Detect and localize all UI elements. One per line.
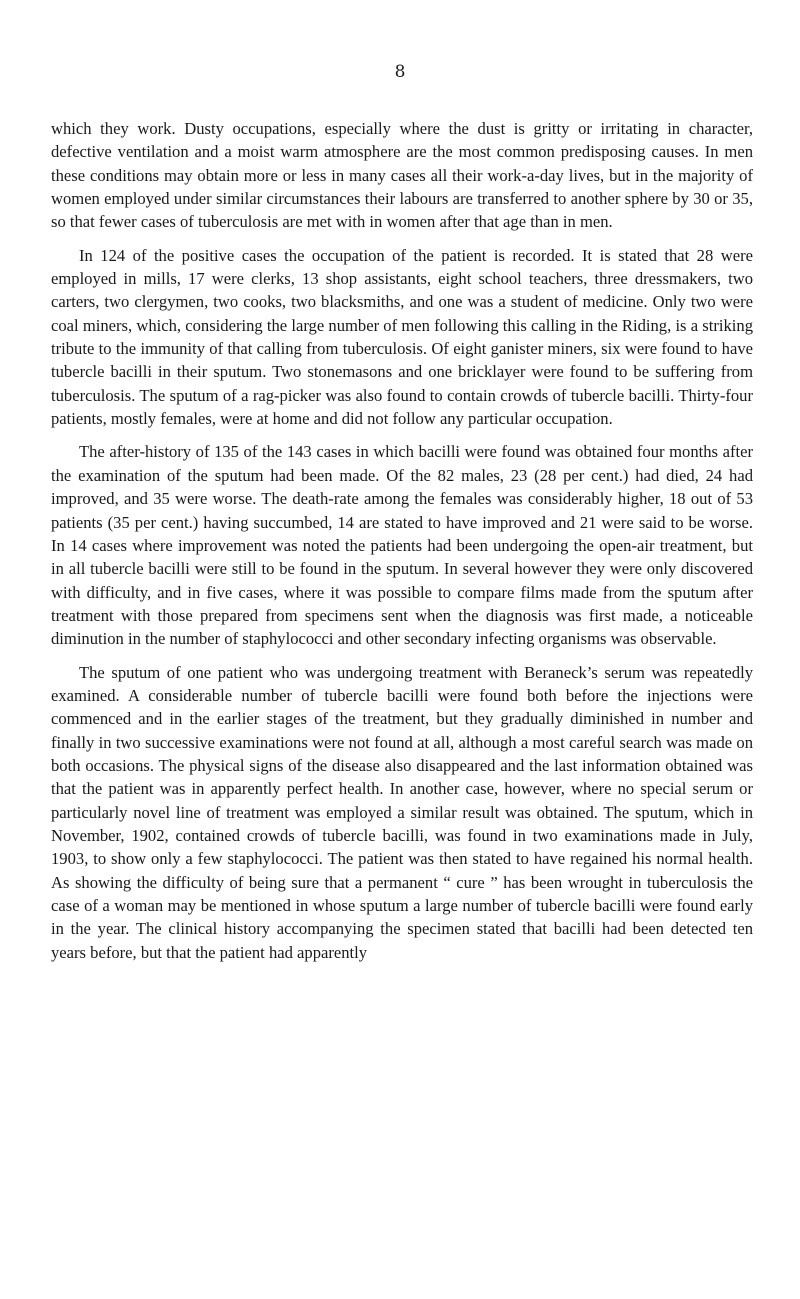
paragraph-occupation-records: In 124 of the positive cases the occupation of the patient is recorded. It is stated that 28 were employed in mills, 17 were clerks, 13 shop assistants, eight school teachers, three dressmakers, two carters, two clergymen, two cooks, two blacksmiths, and one was a student of medicine. Only two were coal miners, which, considering the large number of men following this calling in the Riding, is a striking tribute to the immunity of that calling from tuberculosis. Of eight ganister miners, six were found to have tubercle bacilli in their sputum. Two stonemasons and one bricklayer were found to be suffering from tuberculosis. The sputum of a rag-picker was also found to contain crowds of tubercle bacilli. Thirty-four patients, mostly females, were at home and did not follow any particular occupation. — [51, 245, 753, 429]
page-number: 8 — [394, 62, 406, 82]
body-text — [51, 117, 753, 964]
paragraph-occupations-intro: which they work. Dusty occupations, especially where the dust is gritty or irritating in character, defective ventilation and a moist warm atmosphere are the most common predisposing causes. In men these conditions may obtain more or less in many cases all their work-a-day lives, but in the majority of women employed under similar circumstances their labours are transferred to another sphere by 30 or 35, so that fewer cases of tuberculosis are met with in women after that age than in men. — [51, 119, 753, 232]
paragraph-after-history: The after-history of 135 of the 143 cases in which bacilli were found was obtained four months after the examination of the sputum had been made. Of the 82 males, 23 (28 per cent.) had died, 24 had improved, and 35 were worse. The death-rate among the females was considerably higher, 18 out of 53 patients (35 per cent.) having succumbed, 14 are stated to have improved and 21 were said to be worse. In 14 cases where improvement was noted the patients had been undergoing the open-air treatment, but in all tubercle bacilli were still to be found in the sputum. In several however they were only discovered with difficulty, and in five cases, where it was possible to compare films made from the sputum after treatment with those prepared from specimens sent when the diagnosis was first made, a noticeable diminution in the number of staphylococci and other secondary infecting organisms was observable. — [51, 442, 753, 649]
paragraph-serum-treatment: The sputum of one patient who was undergoing treatment with Beraneck’s serum was repeatedly examined. A considerable number of tubercle bacilli were found both before the injections were commenced and in the earlier stages of the treatment, but they gradually diminished in number and finally in two successive examinations were not found at all, although a most careful search was made on both occasions. The physical signs of the disease also disappeared and the last information obtained was that the patient was in apparently perfect health. In another case, however, where no special serum or particularly novel line of treatment was employed a similar result was obtained. The sputum, which in November, 1902, contained crowds of tubercle bacilli, was found in two examinations made in July, 1903, to show only a few staphylococci. The patient was then stated to have regained his normal health. As showing the difficulty of being sure that a permanent “ cure ” has been wrought in tuberculosis the case of a woman may be mentioned in whose sputum a large number of tubercle bacilli were found early in the year. The clinical history accompanying the specimen stated that bacilli had been detected ten years before, but that the patient had apparently — [51, 662, 753, 962]
